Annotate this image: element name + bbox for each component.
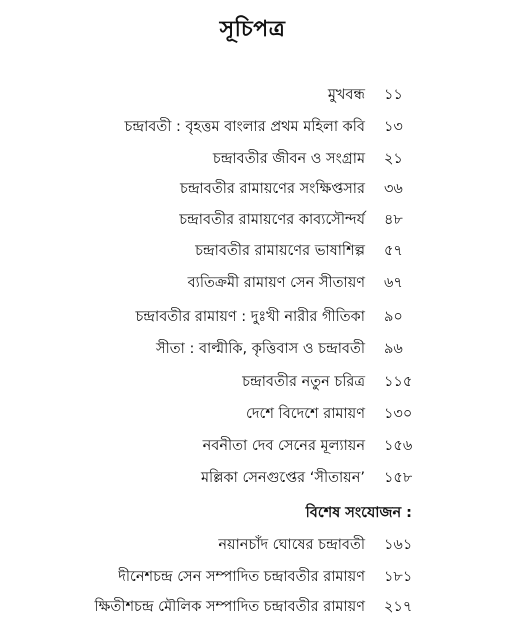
toc-entry-title: সীতা : বাল্মীকি, কৃত্তিবাস ও চন্দ্রাবতী [156,341,365,357]
toc-entry [0,371,505,393]
appendix-heading [0,502,505,524]
toc-entry [0,403,505,425]
toc-entry [0,338,505,360]
toc-entry-page: ৯০ [384,309,403,325]
toc-entry [0,116,505,138]
toc-entry-title: মল্লিকা সেনগুপ্তের ‘সীতায়ন’ [200,470,365,486]
toc-entry-page: ১৬১ [384,537,413,553]
toc-entry [0,272,505,294]
toc-entry [0,566,505,588]
toc-entry-title: চন্দ্রাবতীর রামায়ণের কাব্যসৌন্দর্য [179,212,365,228]
toc-entry-title: চন্দ্রাবতীর রামায়ণ : দুঃখী নারীর গীতিকা [135,309,365,325]
toc-entry [0,240,505,262]
toc-entry-page: ২১৭ [384,599,413,615]
toc-entry [0,178,505,200]
toc-entry-title: ক্ষিতীশচন্দ্র মৌলিক সম্পাদিত চন্দ্রাবতীর রামায়ণ [94,599,365,615]
toc-entry [0,84,505,106]
toc-entry-title: চন্দ্রাবতীর নতুন চরিত্র [242,374,365,390]
toc-entry-page: ৬৭ [384,275,403,291]
toc-entry-title: দীনেশচন্দ্র সেন সম্পাদিত চন্দ্রাবতীর রামায়ণ [118,569,365,585]
toc-entry-title: নয়ানচাঁদ ঘোষের চন্দ্রাবতী [218,537,365,553]
toc-entry-title: ব্যতিক্রমী রামায়ণ সেন সীতায়ণ [187,275,365,291]
toc-entry [0,435,505,457]
toc-entry-title: চন্দ্রাবতী : বৃহত্তম বাংলার প্রথম মহিলা কবি [124,119,365,135]
toc-entry-page: ১৫৬ [384,438,413,454]
toc-entry-page: ১১৫ [384,374,413,390]
toc-entry-page: ২১ [384,151,403,167]
toc-entry-title: চন্দ্রাবতীর রামায়ণের ভাষাশিল্প [195,243,365,259]
toc-entry-page: ১৩০ [384,406,413,422]
toc-entry-title: চন্দ্রাবতীর রামায়ণের সংক্ষিপ্তসার [180,181,365,197]
appendix-heading-text: বিশেষ সংযোজন : [305,505,412,521]
page-title: সূচিপত্র [219,17,286,42]
toc-entry-page: ৪৮ [384,212,403,228]
toc-entry-title: দেশে বিদেশে রামায়ণ [246,406,365,422]
toc-entry-title: নবনীতা দেব সেনের মূল্যায়ন [202,438,365,454]
toc-entry [0,306,505,328]
toc-entry-page: ১৩ [384,119,403,135]
toc-entry [0,467,505,489]
toc-entry-title: চন্দ্রাবতীর জীবন ও সংগ্রাম [212,151,365,167]
toc-entry-page: ১১ [384,87,403,103]
toc-entry [0,148,505,170]
toc-entry-page: ৫৭ [384,243,403,259]
toc-entry-page: ৩৬ [384,181,403,197]
toc-entry-page: ১৮১ [384,569,413,585]
toc-entry [0,209,505,231]
toc-entry-title: মুখবন্ধ [327,87,365,103]
toc-entry-page: ১৫৮ [384,470,413,486]
toc-entry-page: ৯৬ [384,341,403,357]
toc-entry [0,596,505,618]
toc-entry [0,534,505,556]
